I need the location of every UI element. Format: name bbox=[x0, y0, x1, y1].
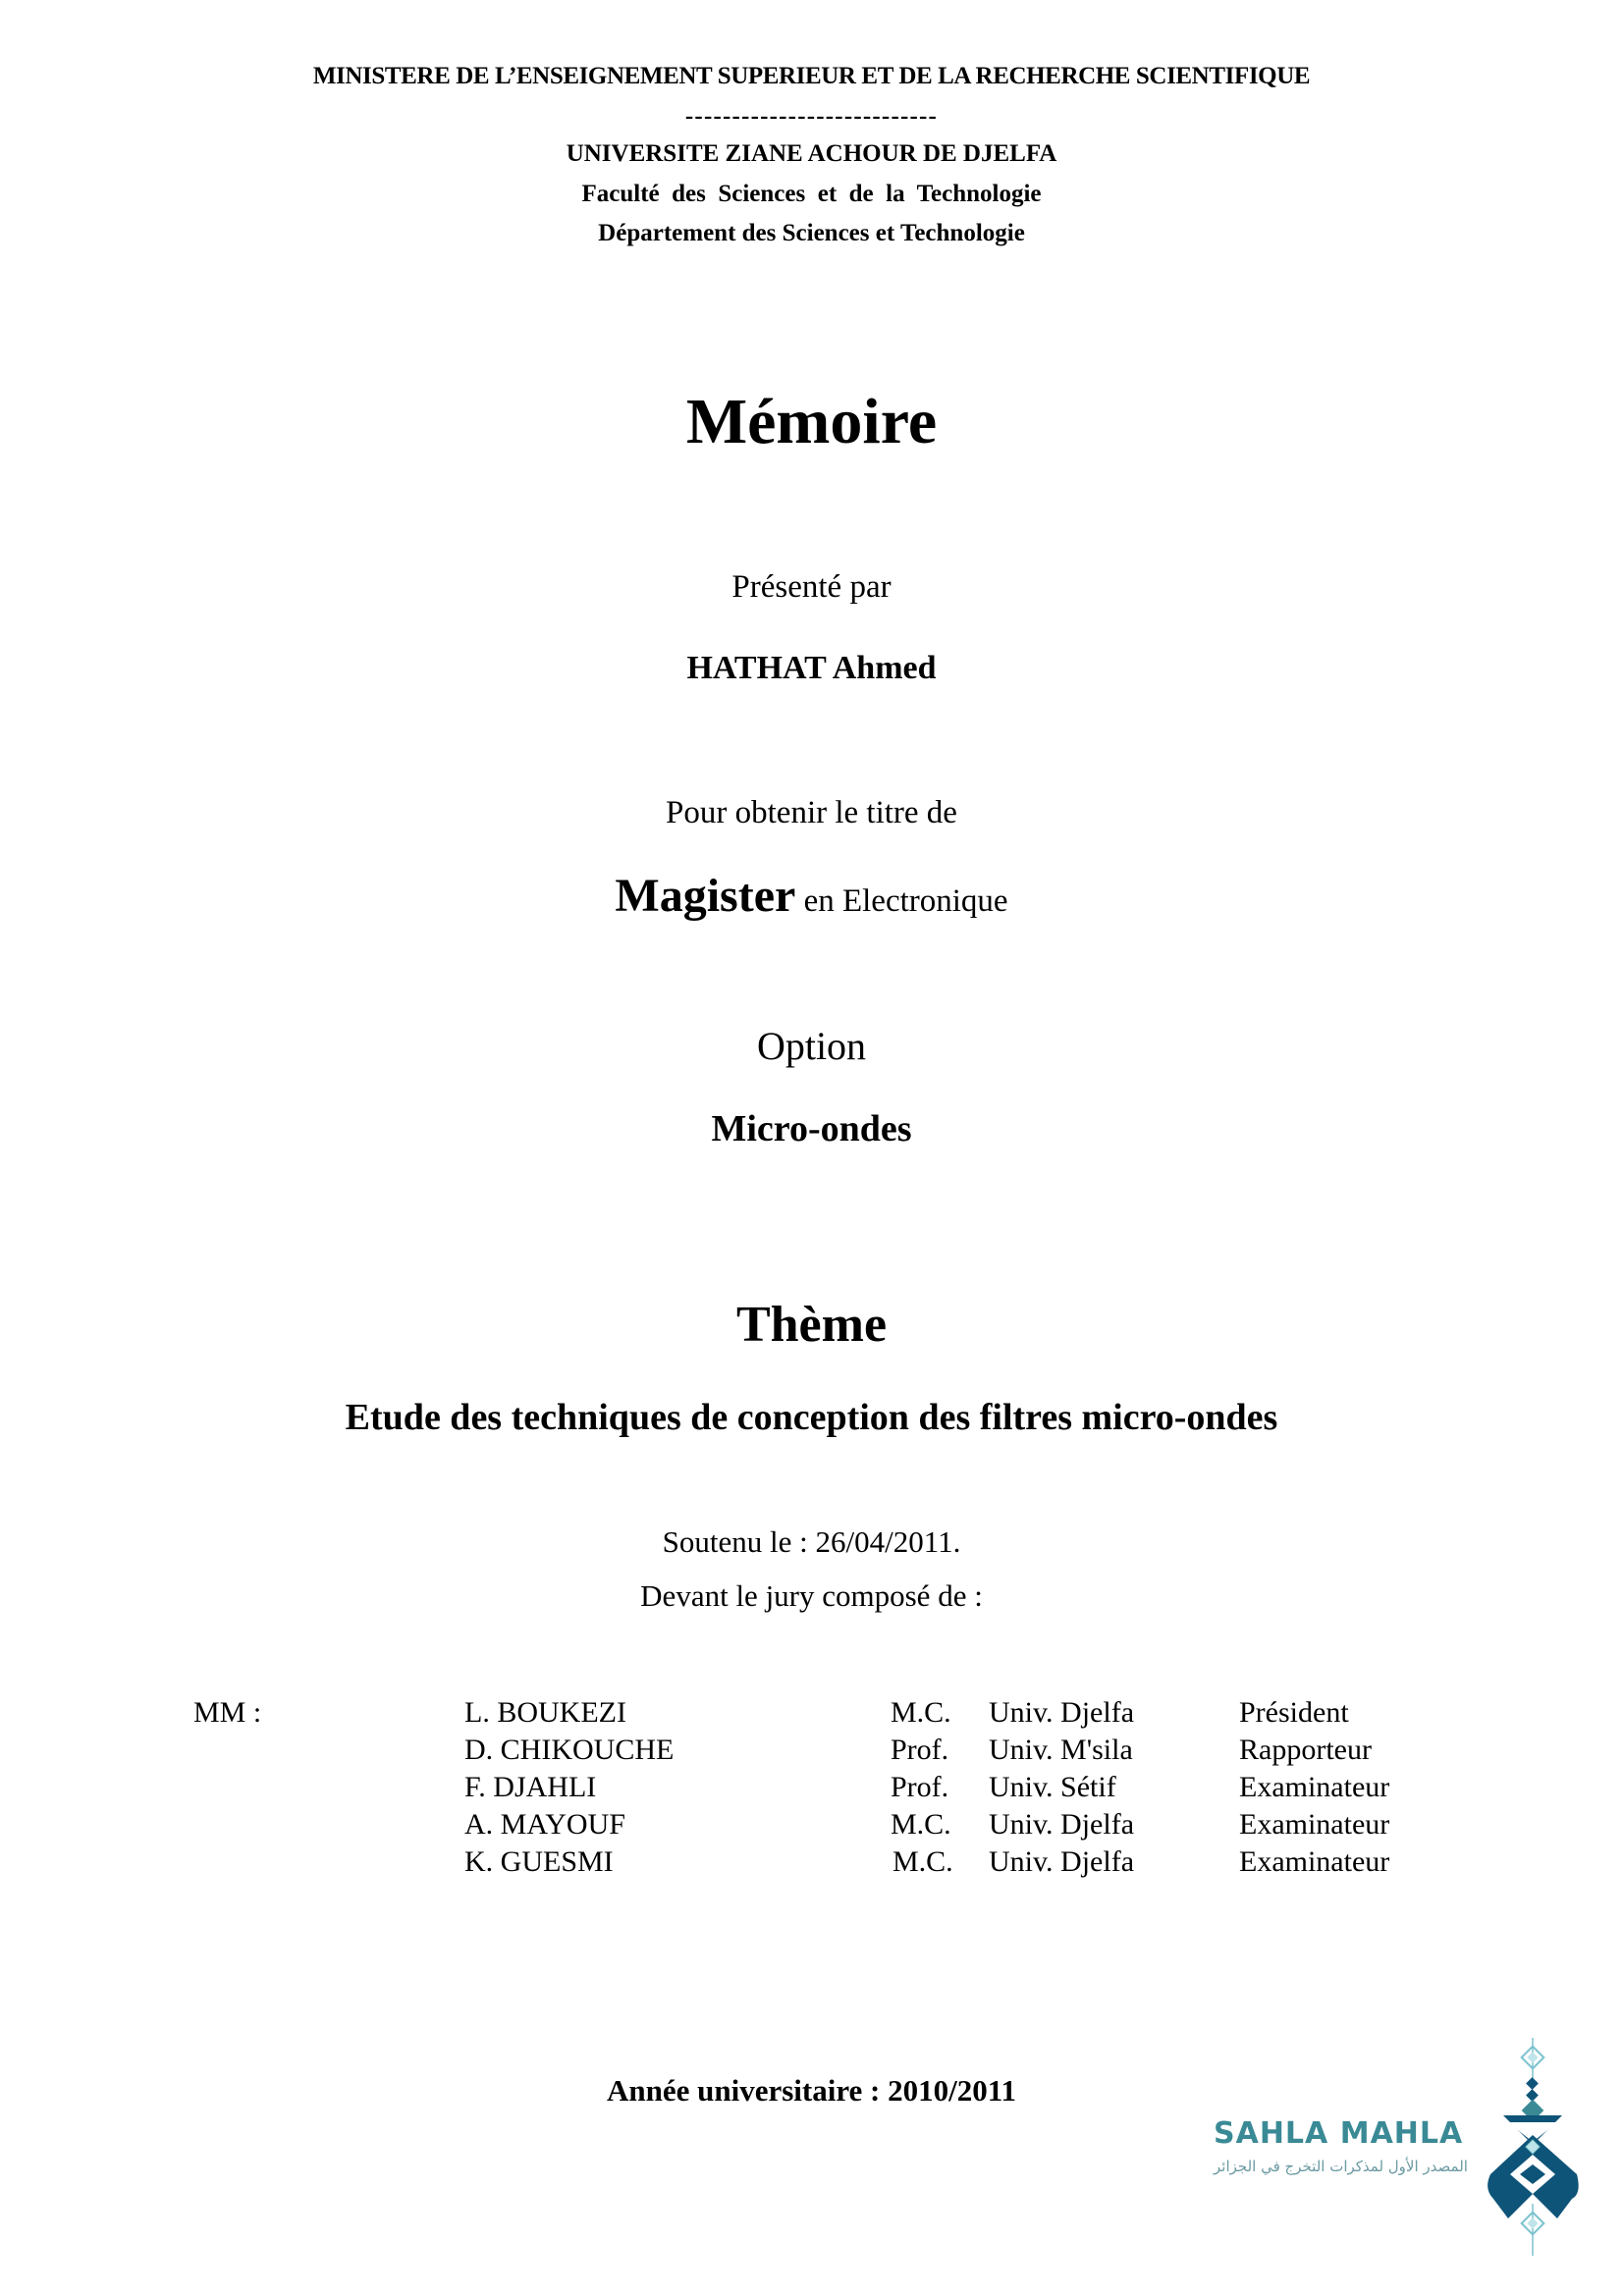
jury-member-university: Univ. M'sila bbox=[989, 1734, 1133, 1766]
jury-intro: Devant le jury composé de : bbox=[640, 1578, 983, 1613]
header-separator: --------------------------- bbox=[684, 103, 939, 130]
jury-row bbox=[0, 1845, 1623, 1883]
jury-member-grade: M.C. bbox=[893, 1845, 953, 1878]
jury-row bbox=[0, 1771, 1623, 1808]
degree-field: en Electronique bbox=[795, 883, 1008, 919]
sahla-mahla-logo-icon bbox=[1479, 2032, 1587, 2258]
option-value: Micro-ondes bbox=[711, 1108, 912, 1149]
jury-member-role: Examinateur bbox=[1239, 1845, 1390, 1878]
jury-member-role: Examinateur bbox=[1239, 1808, 1390, 1841]
author-name: HATHAT Ahmed bbox=[686, 650, 937, 686]
jury-member-university: Univ. Djelfa bbox=[989, 1696, 1135, 1729]
jury-member-role: Examinateur bbox=[1239, 1771, 1390, 1803]
jury-row bbox=[0, 1734, 1623, 1771]
jury-member-role: Rapporteur bbox=[1239, 1734, 1372, 1766]
jury-row bbox=[0, 1808, 1623, 1845]
university-name: UNIVERSITE ZIANE ACHOUR DE DJELFA bbox=[566, 140, 1057, 167]
purpose-label: Pour obtenir le titre de bbox=[666, 795, 957, 830]
faculty-name: Faculté des Sciences et de la Technologie bbox=[581, 181, 1042, 207]
department-name: Département des Sciences et Technologie bbox=[598, 220, 1025, 246]
jury-prefix: MM : bbox=[193, 1696, 262, 1729]
jury-member-name: L. BOUKEZI bbox=[464, 1696, 626, 1729]
jury-row bbox=[0, 1696, 1623, 1734]
jury-member-grade: Prof. bbox=[891, 1771, 949, 1803]
jury-member-grade: Prof. bbox=[891, 1734, 949, 1766]
academic-year: Année universitaire : 2010/2011 bbox=[606, 2073, 1017, 2108]
jury-member-name: F. DJAHLI bbox=[464, 1771, 597, 1803]
option-label: Option bbox=[756, 1024, 867, 1068]
presented-by-label: Présenté par bbox=[731, 569, 892, 605]
jury-member-name: A. MAYOUF bbox=[464, 1808, 625, 1841]
jury-member-role: Président bbox=[1239, 1696, 1349, 1729]
defense-date: Soutenu le : 26/04/2011. bbox=[662, 1524, 961, 1559]
jury-member-name: D. CHIKOUCHE bbox=[464, 1734, 675, 1766]
jury-member-grade: M.C. bbox=[891, 1808, 951, 1841]
document-type-title: Mémoire bbox=[685, 386, 938, 457]
jury-member-name: K. GUESMI bbox=[464, 1845, 614, 1878]
jury-member-university: Univ. Djelfa bbox=[989, 1845, 1135, 1878]
jury-member-university: Univ. Djelfa bbox=[989, 1808, 1135, 1841]
thesis-title: Etude des techniques de conception des filtres micro-ondes bbox=[345, 1397, 1278, 1438]
jury-member-grade: M.C. bbox=[891, 1696, 951, 1729]
theme-label: Thème bbox=[735, 1297, 888, 1353]
degree-line bbox=[0, 869, 1623, 923]
watermark-title: SAHLA MAHLA bbox=[1214, 2116, 1464, 2151]
jury-member-university: Univ. Sétif bbox=[989, 1771, 1116, 1803]
degree-title: Magister bbox=[615, 870, 796, 922]
watermark-subtitle: المصدر الأول لمذكرات التخرج في الجزائر bbox=[1214, 2158, 1468, 2175]
sahla-mahla-watermark bbox=[1208, 2032, 1600, 2258]
ministry-heading: MINISTERE DE L’ENSEIGNEMENT SUPERIEUR ET DE LA RECHERCHE SCIENTIFIQUE bbox=[312, 63, 1311, 89]
